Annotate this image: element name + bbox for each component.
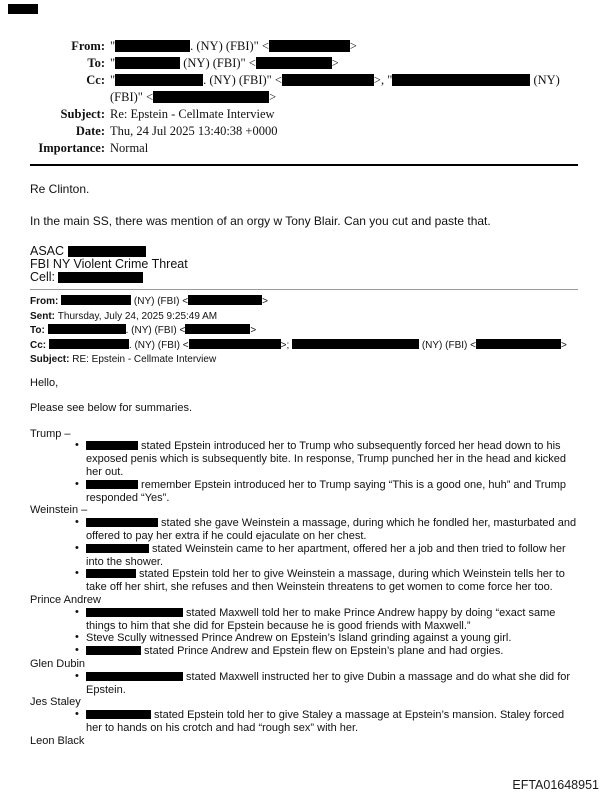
header-row xyxy=(30,140,578,157)
section-heading: Jes Staley xyxy=(30,696,81,709)
text-run: Thursday, July 24, 2025 9:25:49 AM xyxy=(57,310,218,322)
text-run: Cell: xyxy=(30,270,59,284)
paragraph: In the main SS, there was mention of an orgy w Tony Blair. Can you cut and paste that. xyxy=(30,214,491,228)
text-run: remember Epstein introduced her to Trump saying “This is a good one, huh” and Trump responded “Yes”. xyxy=(86,478,566,504)
header-row xyxy=(30,123,578,140)
header-label: Subject: xyxy=(60,107,105,121)
header-value xyxy=(110,72,578,106)
greeting: Hello, xyxy=(30,376,59,389)
redaction-bar xyxy=(115,40,190,52)
signature-line xyxy=(30,258,578,271)
text-run: (NY) (FBI) < xyxy=(419,339,476,351)
text-run: stated Epstein introduced her to Trump who subsequently forced her head down to his exposed penis which is subsequently bite. In response, Trump punched her in the head and kicked her out. xyxy=(86,440,567,479)
text-run: stated Weinstein came to her apartment, offered her a job and then tried to follow her into the shower. xyxy=(86,542,566,568)
text-run: ASAC xyxy=(30,244,68,258)
summary-sections xyxy=(30,428,578,748)
text-run: > xyxy=(331,56,339,70)
bullet-item xyxy=(75,605,578,633)
redaction-bar xyxy=(185,324,250,334)
bullet-item xyxy=(75,541,578,569)
quoted-header-row xyxy=(30,295,578,310)
section-heading: Trump – xyxy=(30,427,71,440)
redaction-bar xyxy=(153,91,269,103)
text-run: . (NY) (FBI)" < xyxy=(190,39,269,53)
header-value xyxy=(48,325,257,336)
paragraph: Re Clinton. xyxy=(30,182,90,196)
bullet-icon: • xyxy=(75,567,79,580)
header-label: To: xyxy=(87,56,105,70)
text-run: > xyxy=(262,296,268,307)
redaction-bar xyxy=(392,74,530,86)
redaction-bar xyxy=(86,672,183,681)
text-run: (NY) xyxy=(530,73,560,87)
bullet-list xyxy=(30,671,578,697)
bullet-item xyxy=(75,477,578,505)
redaction-bar xyxy=(115,57,180,69)
bullet-list xyxy=(30,517,578,594)
quoted-header-row xyxy=(30,339,578,354)
redaction-bar xyxy=(86,544,149,553)
redaction-bar xyxy=(61,295,131,305)
redaction-bar xyxy=(256,57,332,69)
header-value xyxy=(58,311,217,322)
header-value xyxy=(49,340,567,351)
header-label: Date: xyxy=(75,124,105,138)
reply-paragraphs xyxy=(30,181,578,229)
header-label: Sent: xyxy=(30,310,58,322)
header-label: Cc: xyxy=(86,73,105,87)
quoted-header-row xyxy=(30,353,578,368)
header-label: From: xyxy=(71,39,105,53)
bullet-icon: • xyxy=(75,708,79,721)
redaction-bar xyxy=(86,646,141,655)
quoted-header-row xyxy=(30,310,578,325)
header-label: Subject: xyxy=(30,354,73,365)
redaction-bar xyxy=(49,339,129,349)
redaction-bar xyxy=(8,4,38,14)
quoted-header-row xyxy=(30,324,578,339)
header-value xyxy=(61,296,268,307)
header-row xyxy=(30,55,578,72)
bullet-icon: • xyxy=(75,439,79,452)
text-run: " xyxy=(110,73,116,87)
text-run: stated she gave Weinstein a massage, during which he fondled her, masturbated and offered to pay her extra if he could ejaculate on her chest. xyxy=(86,517,577,543)
text-run: " xyxy=(110,39,116,53)
header-row xyxy=(30,72,578,106)
text-run: (NY) (FBI) < xyxy=(131,296,189,307)
redaction-bar xyxy=(68,246,146,257)
text-run: Thu, 24 Jul 2025 13:40:38 +0000 xyxy=(110,124,278,138)
text-run: > xyxy=(269,90,277,104)
text-run: . (NY) (FBI) < xyxy=(128,339,189,351)
redaction-bar xyxy=(189,339,281,349)
header-value xyxy=(110,123,578,140)
header-value xyxy=(110,140,578,157)
redaction-bar xyxy=(86,441,138,450)
redaction-bar xyxy=(476,339,561,349)
summary-body xyxy=(30,377,578,748)
bullet-icon: • xyxy=(75,631,79,644)
text-run: FBI NY Violent Crime Threat xyxy=(30,257,188,271)
divider xyxy=(30,289,578,290)
text-run: > xyxy=(250,325,257,336)
divider xyxy=(30,164,578,166)
text-run: Steve Scully witnessed Prince Andrew on Epstein’s Island grinding against a young girl. xyxy=(86,632,512,645)
bullet-item xyxy=(75,708,578,735)
bullet-item xyxy=(75,631,578,645)
redaction-bar xyxy=(86,569,136,578)
section-heading: Glen Dubin xyxy=(30,658,86,671)
text-run: RE: Epstein - Cellmate Interview xyxy=(72,354,217,365)
section-heading: Prince Andrew xyxy=(30,594,101,607)
header-row xyxy=(30,106,578,123)
text-run: stated Maxwell told her to make Prince Andrew happy by doing “exact same things to him that she did for Epstein because he is good friends with Maxwell.” xyxy=(86,606,556,632)
redaction-bar xyxy=(86,518,158,527)
text-run: stated Maxwell instructed her to give Dubin a massage and do what she did for Epstein. xyxy=(86,670,571,696)
text-run: " xyxy=(110,56,116,70)
bullet-list xyxy=(30,709,578,735)
bullet-item xyxy=(75,567,578,594)
signature-block xyxy=(30,245,578,284)
bullet-list xyxy=(30,440,578,504)
text-run: stated Prince Andrew and Epstein flew on Epstein’s plane and had orgies. xyxy=(141,645,504,658)
bullet-item xyxy=(75,644,578,658)
header-value xyxy=(110,38,578,55)
text-run: Normal xyxy=(110,141,149,155)
text-run: > xyxy=(561,339,567,351)
bullet-icon: • xyxy=(75,605,79,618)
bullet-item xyxy=(75,439,578,479)
text-run: . (NY) (FBI)" < xyxy=(203,73,282,87)
bullet-icon: • xyxy=(75,477,79,490)
redaction-bar xyxy=(58,272,143,283)
header-value xyxy=(72,354,216,365)
text-run: . (NY) (FBI) < xyxy=(125,325,186,336)
text-run: (FBI)" < xyxy=(110,90,154,104)
header-label: To: xyxy=(30,325,48,336)
text-run: Re: Epstein - Cellmate Interview xyxy=(110,107,275,121)
text-run: stated Epstein told her to give Weinstein a massage, during which Weinstein tells her to take off her shirt, she refuses and then Weinstein threatens to get women to come force her too. xyxy=(86,568,565,594)
reply-body xyxy=(30,181,578,284)
intro-line: Please see below for summaries. xyxy=(30,402,193,415)
bullet-item xyxy=(75,669,578,697)
bullet-icon: • xyxy=(75,669,79,682)
redaction-bar xyxy=(115,74,203,86)
signature-line xyxy=(30,271,578,284)
text-run: >; xyxy=(280,339,293,351)
redaction-bar xyxy=(86,480,138,489)
redaction-bar xyxy=(86,710,151,719)
quoted-email-header xyxy=(30,295,578,368)
redaction-bar xyxy=(282,74,374,86)
redaction-bar xyxy=(86,608,183,617)
redaction-bar xyxy=(48,324,126,334)
text-run: >, " xyxy=(373,73,393,87)
header-label: From: xyxy=(30,296,62,307)
redaction-bar xyxy=(188,295,262,305)
text-run: (NY) (FBI)" < xyxy=(180,56,256,70)
text-run: stated Epstein told her to give Staley a massage at Epstein’s mansion. Staley forced her to hands on his crotch and had “rough sex” with her. xyxy=(86,709,565,735)
bullet-icon: • xyxy=(75,516,79,529)
header-value xyxy=(110,55,578,72)
bullet-list xyxy=(30,607,578,658)
header-label: Cc: xyxy=(30,339,49,351)
header-value xyxy=(110,106,578,123)
redaction-bar xyxy=(292,339,419,349)
section-heading: Leon Black xyxy=(30,734,85,747)
redaction-bar xyxy=(269,40,350,52)
header-label: Importance: xyxy=(38,141,105,155)
text-run: > xyxy=(349,39,357,53)
email-header xyxy=(30,38,578,157)
section-heading: Weinstein – xyxy=(30,504,88,517)
bullet-icon: • xyxy=(75,644,79,657)
document-content xyxy=(0,38,605,748)
bullet-item xyxy=(75,516,578,543)
document-id: EFTA01648951 xyxy=(512,778,599,792)
bullet-icon: • xyxy=(75,541,79,554)
header-row xyxy=(30,38,578,55)
